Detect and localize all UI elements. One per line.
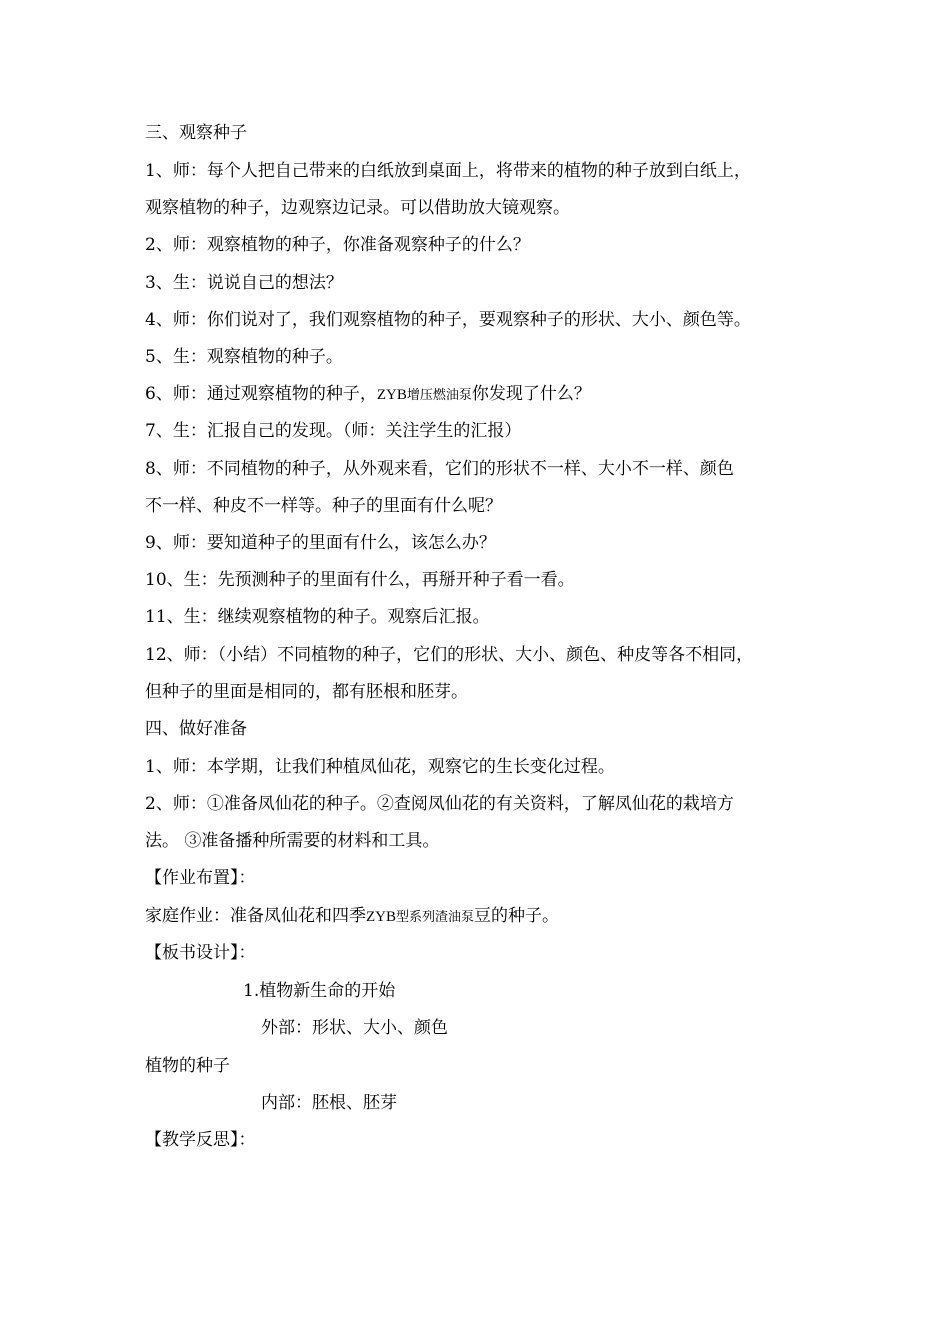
board-heading: 【板书设计】： [145,943,256,963]
item-10: 10、生：先预测种子的里面有什么，再掰开种子看一看。 [145,570,575,590]
item-2: 2、师：观察植物的种子，你准备观察种子的什么？ [145,235,530,255]
homework-ad-code: ZYB [366,909,396,925]
homework-text-start: 家庭作业：准备凤仙花和四季 [145,906,366,926]
item-8-line-2: 不一样、种皮不一样等。种子的里面有什么呢？ [145,496,502,516]
board-main: 植物的种子 [145,1056,230,1076]
item-3: 3、生：说说自己的想法？ [145,273,343,293]
item-12-line-1: 12、师：（小结）不同植物的种子，它们的形状、大小、颜色、种皮等各不相同， [145,645,754,665]
section4-item-1: 1、师：本学期，让我们种植凤仙花，观察它的生长变化过程。 [145,757,615,777]
board-title: 1.植物新生命的开始 [243,981,396,1001]
item-6-text-end: 你发现了什么？ [471,384,591,404]
homework-ad-text: 型系列渣油泵 [396,910,475,925]
item-9: 9、师：要知道种子的里面有什么，该怎么办？ [145,533,496,553]
section3-heading: 三、观察种子 [145,123,247,143]
section4-heading: 四、做好准备 [145,719,247,739]
homework-text [145,904,559,930]
item-12-line-2: 但种子的里面是相同的，都有胚根和胚芽。 [145,682,468,702]
reflection-heading: 【教学反思】： [145,1130,256,1150]
item-6-ad-code: ZYB [376,387,407,403]
item-1-line-1: 1、师：每个人把自己带来的白纸放到桌面上，将带来的植物的种子放到白纸上， [145,161,751,181]
item-6 [145,382,591,408]
item-11: 11、生：继续观察植物的种子。观察后汇报。 [145,607,490,627]
item-1-line-2: 观察植物的种子，边观察边记录。可以借助放大镜观察。 [145,198,570,218]
item-4: 4、师：你们说对了，我们观察植物的种子，要观察种子的形状、大小、颜色等。 [145,310,751,330]
item-5: 5、生：观察植物的种子。 [145,347,343,367]
homework-heading: 【作业布置】： [145,868,256,888]
item-6-text: 6、师：通过观察植物的种子， [145,384,377,404]
item-8-line-1: 8、师：不同植物的种子，从外观来看，它们的形状不一样、大小不一样、颜色 [145,459,734,479]
section4-item-2-line-1: 2、师：①准备凤仙花的种子。②查阅凤仙花的有关资料，了解凤仙花的栽培方 [145,794,734,814]
item-6-ad-text: 增压燃油泵 [406,388,472,403]
board-outside: 外部：形状、大小、颜色 [261,1018,448,1038]
board-inside: 内部：胚根、胚芽 [261,1093,397,1113]
section4-item-2-line-2: 法。 ③准备播种所需要的材料和工具。 [145,831,440,851]
item-7: 7、生：汇报自己的发现。（师：关注学生的汇报） [145,421,522,441]
homework-text-end: 豆的种子。 [474,906,560,926]
